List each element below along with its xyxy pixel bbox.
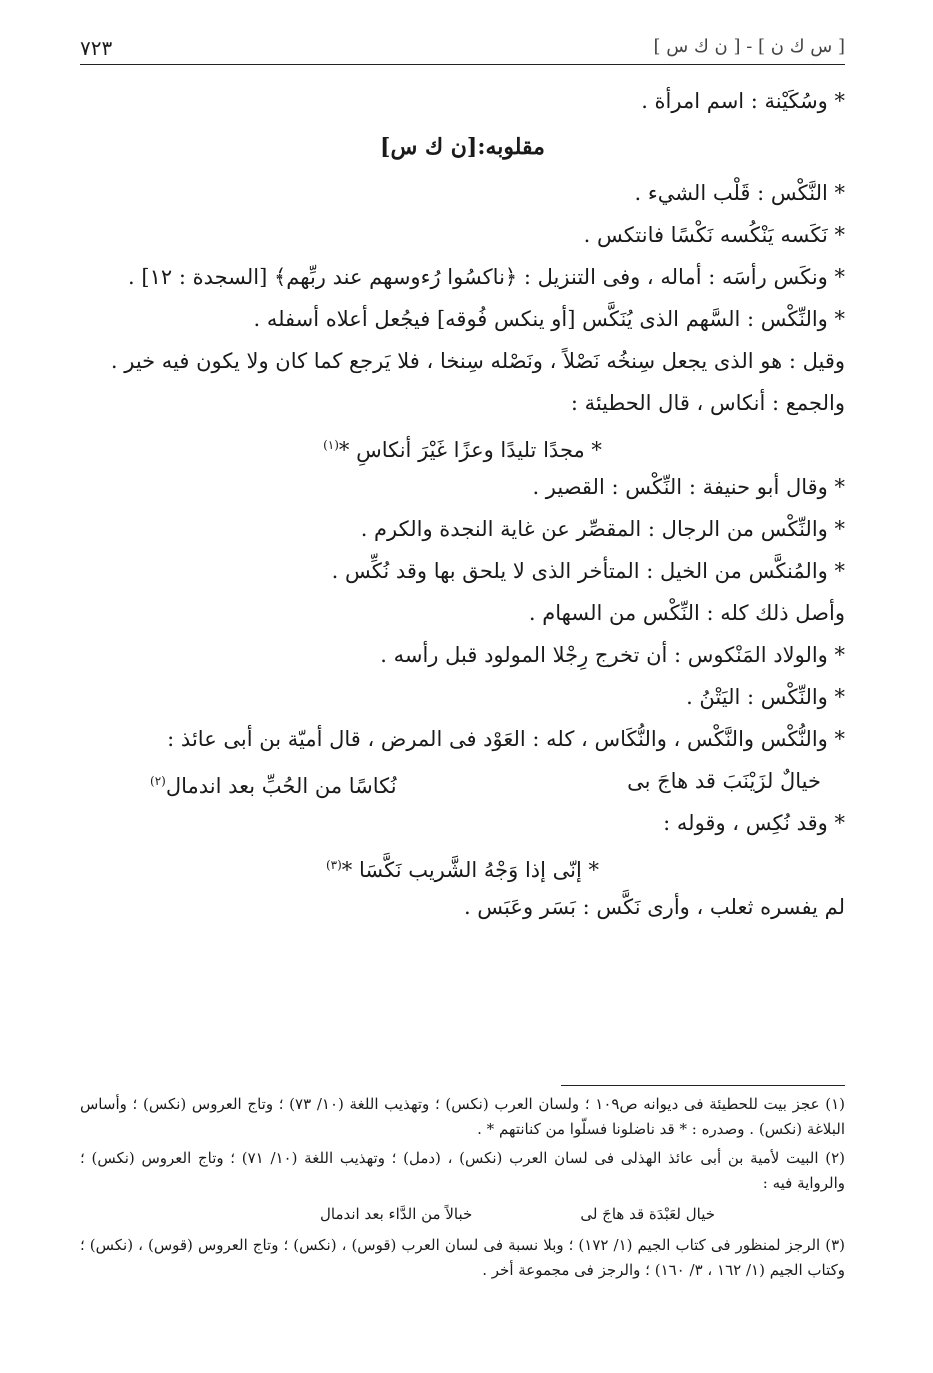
text-line: * وسُكَيْنة : اسم امرأة .: [641, 89, 845, 113]
text-line: * والنِّكْس : اليَتْنُ .: [686, 685, 845, 709]
text-line: * والنُّكْس والنَّكْس ، والنُّكَاس ، كله : العَوْد فى المرض ، قال أميّة بن أبى عائذ :: [167, 727, 845, 751]
text-line: والجمع : أنكاس ، قال الحطيئة :: [570, 391, 845, 415]
text-paragraph: وقيل : هو الذى يجعل سِنخُه نَصْلاً ، ونَصْله سِنخا ، فلا يَرجع كما كان ولا يكون فيه خير .: [110, 349, 845, 373]
footnote-ref: (١): [323, 438, 339, 452]
verse-text: * إنّى إذا وَجْهُ الشَّريب نَكَّسَا *: [341, 858, 600, 882]
footnote-rule: [561, 1085, 845, 1086]
text-line: * ونكَس رأسَه : أماله ، وفى التنزيل : ﴿ناكسُوا رُءوسهم عند ربِّهم﴾ [السجدة : ١٢] .: [128, 265, 845, 289]
section-heading: مقلوبه:[ن ك س]: [380, 134, 545, 160]
text-line: * النَّكْس : قَلْب الشيء .: [634, 181, 845, 205]
footnote-1: (١) عجز بيت للحطيئة فى ديوانه ص١٠٩ ؛ ولسان العرب (نكس) ؛ وتهذيب اللغة (١٠/ ٧٣) ؛ وتاج العروس (نكس) ؛ وأساس البلاغة (نكس) . وصدره : * قد ناضلونا فسلّوا من كنانتهم * .: [80, 1095, 846, 1138]
footnote-ref: (٢): [150, 774, 166, 788]
page-header: [80, 36, 845, 60]
text-line: * نَكَسه يَنْكُسه نَكْسًا فانتكس .: [583, 223, 845, 247]
text-line: * والنِّكْس : السَّهم الذى يُنَكَّس [أو ينكس فُوقه] فيجُعل أعلاه أسفله .: [253, 307, 845, 331]
page-number: ٧٢٣: [80, 36, 113, 60]
footnote-ref: (٣): [325, 858, 342, 872]
text-line: * والمُنكَّس من الخيل : المتأخر الذى لا يلحق بها وقد نُكِّس .: [331, 559, 845, 583]
text-line: * والولاد المَنْكوس : أن تخرج رِجْلا المولود قبل رأسه .: [380, 643, 845, 667]
text-line: * وقد نُكِس ، وقوله :: [663, 811, 845, 835]
header-rule: [80, 64, 845, 65]
footnotes: [80, 1092, 845, 1287]
verse-line: [80, 844, 845, 886]
verse-hemistich-second: نُكاسًا من الحُبِّ بعد اندمال$^{(٢)}$: [150, 774, 397, 798]
verse-hemistich-first: خيالٌ لزَيْنَبَ قد هاجَ بى: [627, 769, 821, 793]
footnote-2: (٢) البيت لأمية بن أبى عائذ الهذلى فى لسان العرب (نكس) ، (دمل) ؛ وتهذيب اللغة (١٠/ ٧١) ؛ وتاج العروس (نكس) ؛ والرواية فيه :: [80, 1149, 845, 1192]
verse-hemistich-second: خبالاً من الدَّاء بعد اندمال: [320, 1205, 473, 1223]
running-head: [ س ك ن ] - [ ن ك س ]: [653, 36, 845, 57]
main-text: [80, 80, 845, 928]
text-line: لم يفسره ثعلب ، وأرى نَكَّس : بَسَر وعَبَس .: [463, 895, 845, 919]
text-line: * وقال أبو حنيفة : النِّكْس : القصير .: [532, 475, 845, 499]
footnote-verse: [80, 1202, 845, 1227]
verse-line: [80, 424, 845, 466]
text-line: * والنِّكْس من الرجال : المقصِّر عن غاية النجدة والكرم .: [360, 517, 845, 541]
poem-verse: [80, 760, 845, 802]
text-line: وأصل ذلك كله : النِّكْس من السهام .: [528, 601, 845, 625]
verse-hemistich-first: خيال لعَبْدَة قد هاجَ لى: [580, 1205, 715, 1223]
footnote-3: (٣) الرجز لمنظور فى كتاب الجيم (١/ ١٧٢) ؛ وبلا نسبة فى لسان العرب (قوس) ، (نكس) ؛ وتاج العروس (قوس) ، (نكس) ؛ وكتاب الجيم (١/ ١٦٢ ، ٣/ ١٦٠) ؛ والرجز فى مجموعة أخر .: [80, 1236, 846, 1279]
verse-text: * مجدًا تليدًا وعزًا غَيْرَ أنكاسِ *: [338, 438, 602, 462]
